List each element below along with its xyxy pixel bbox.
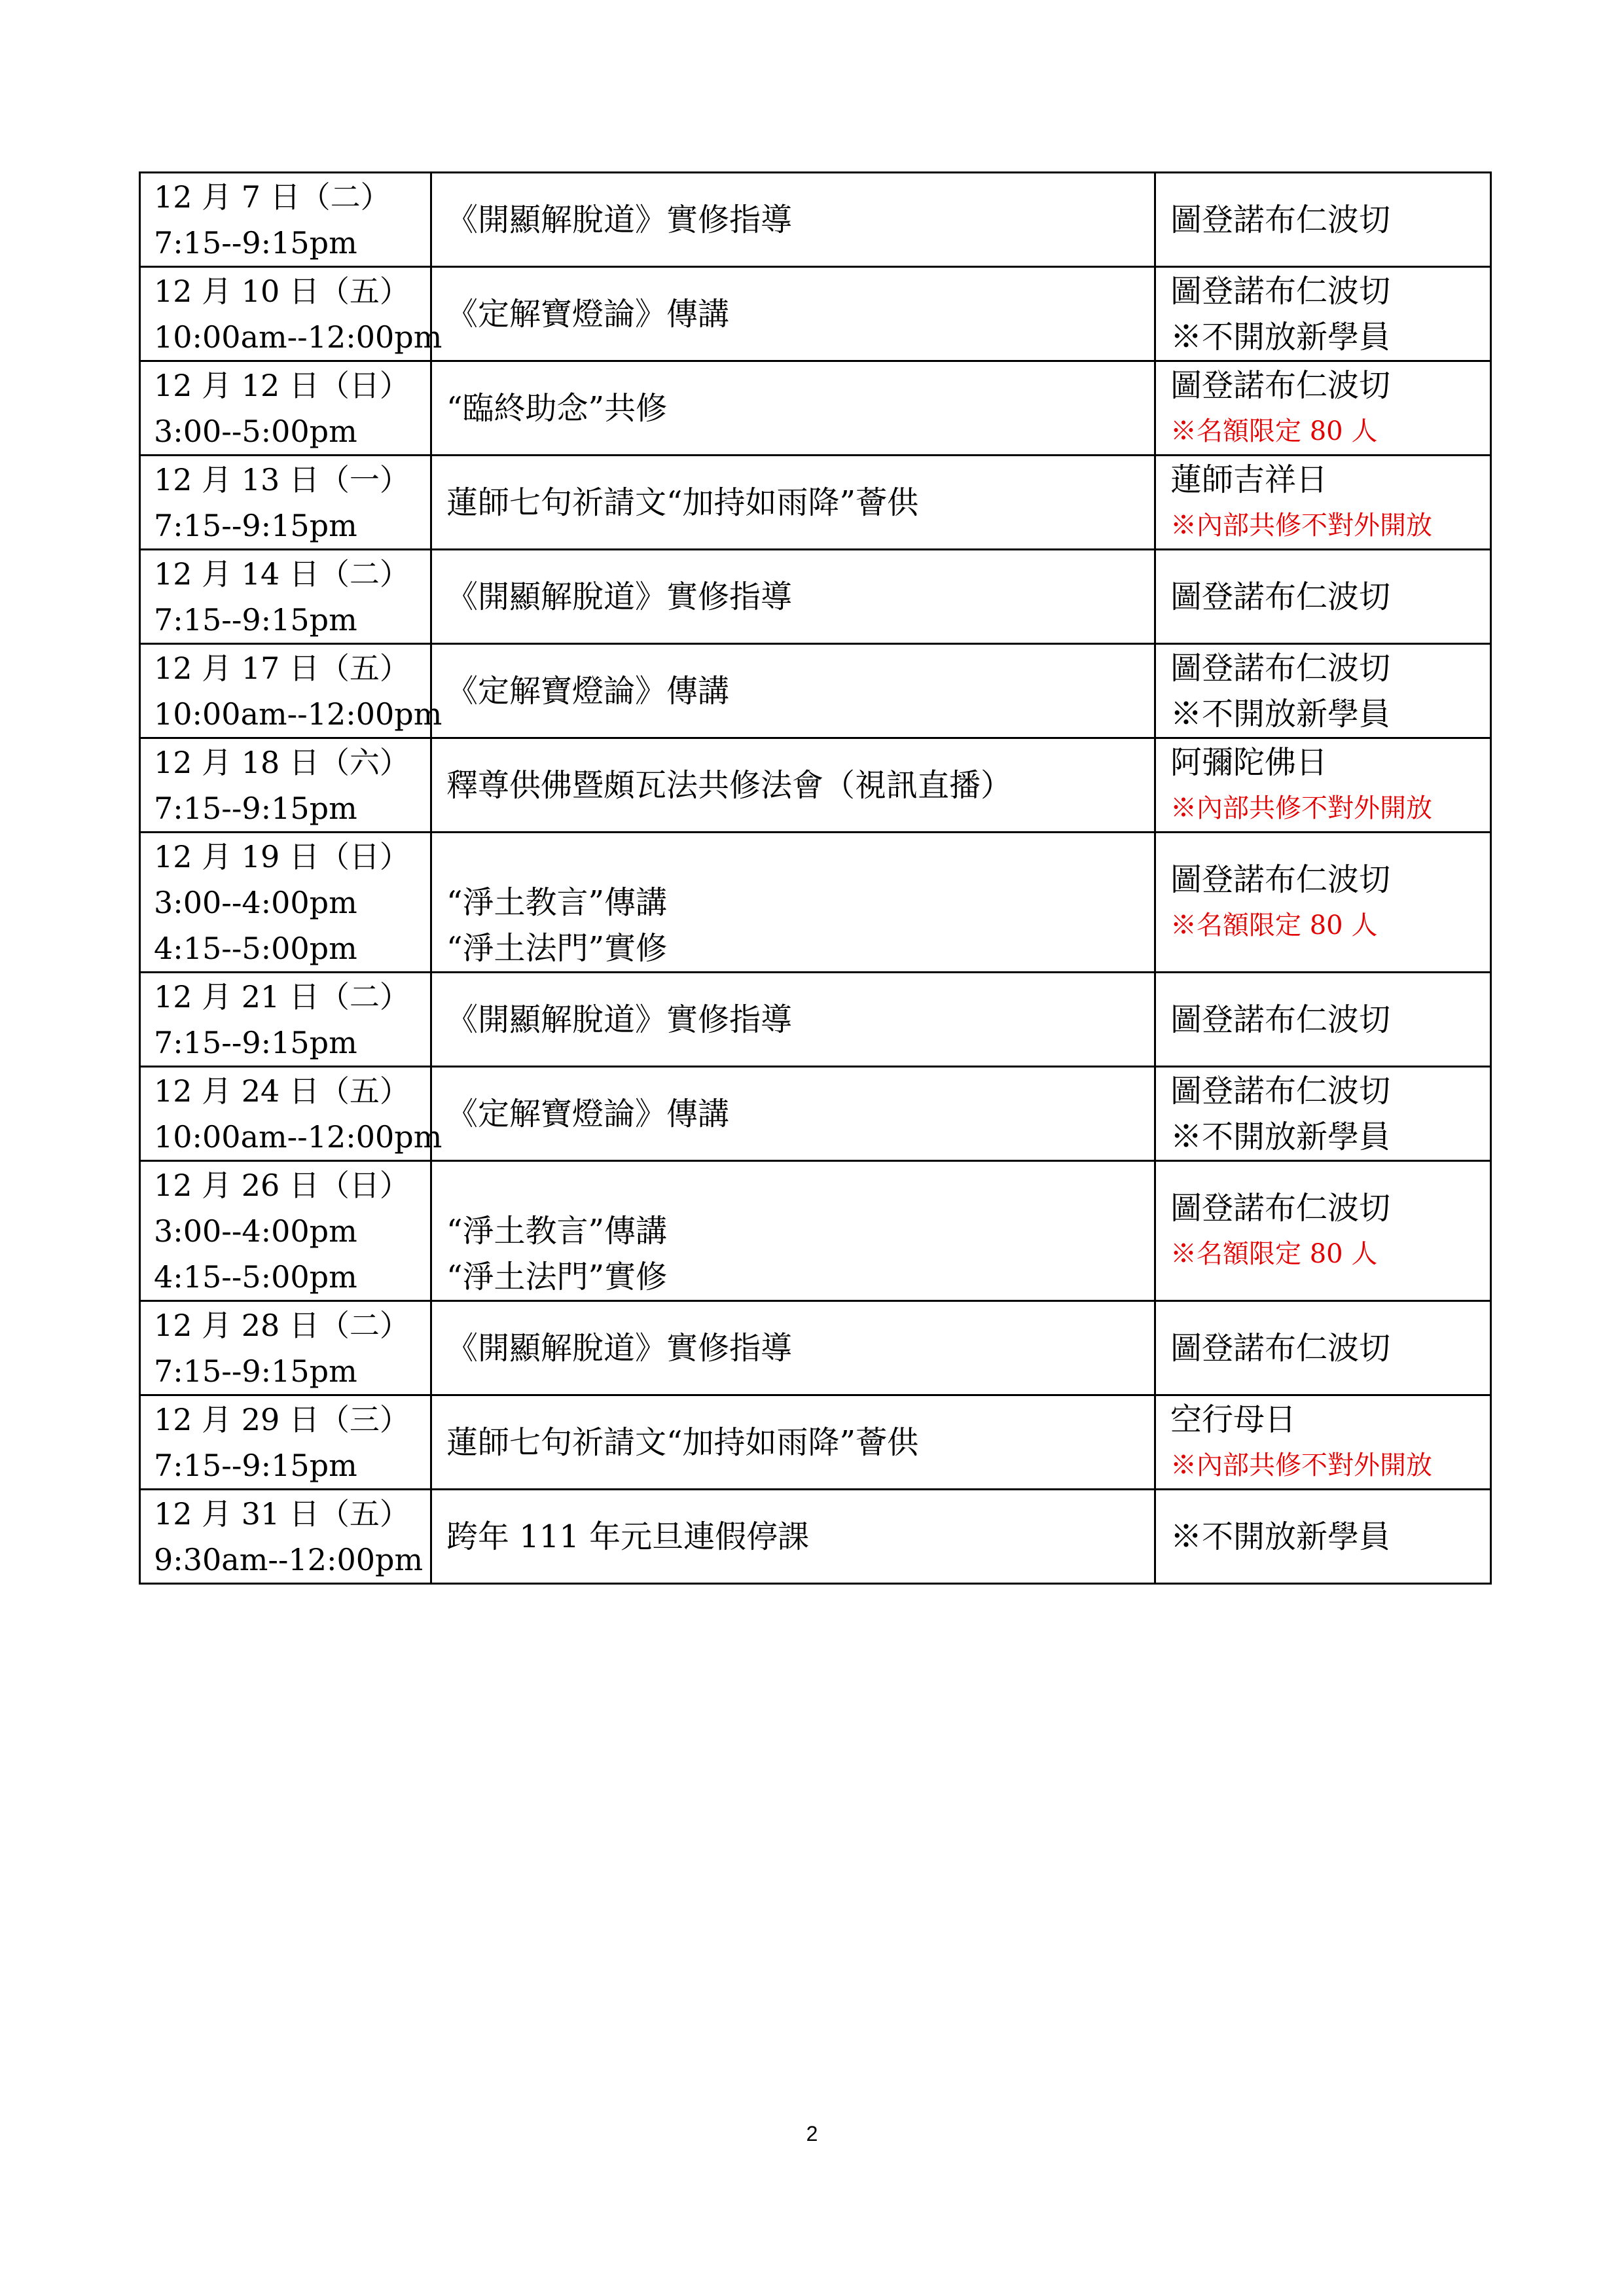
page-number: 2 <box>806 2122 818 2145</box>
note-text: ※不開放新學員 <box>1170 318 1391 355</box>
date-time-cell <box>140 456 431 550</box>
warning-note: ※內部共修不對外開放 <box>1170 793 1432 823</box>
activity-cell <box>431 1395 1155 1490</box>
date-text: 12 月 26 日（日） <box>154 1167 410 1203</box>
activity-text: 《開顯解脫道》實修指導 <box>446 201 793 238</box>
activity-cell <box>431 550 1155 644</box>
table-row <box>140 173 1491 267</box>
activity-text: 《定解寶燈論》傳講 <box>446 295 730 332</box>
activity-text: 《定解寶燈論》傳講 <box>446 1095 730 1132</box>
note-cell <box>1155 644 1491 738</box>
date-text: 12 月 13 日（一） <box>154 461 410 497</box>
note-text: 圖登諾布仁波切 <box>1170 201 1391 238</box>
activity-text: 蓮師七句祈請文“加持如雨降”薈供 <box>446 484 919 521</box>
time-text: 7:15--9:15pm <box>154 601 357 637</box>
time-text: 9:30am--12:00pm <box>154 1541 424 1577</box>
note-text: 阿彌陀佛日 <box>1170 744 1328 781</box>
activity-text: 《開顯解脫道》實修指導 <box>446 578 793 615</box>
table-row <box>140 1161 1491 1301</box>
activity-text: 跨年 111 年元旦連假停課 <box>446 1518 810 1555</box>
table-row <box>140 1067 1491 1161</box>
date-text: 12 月 29 日（三） <box>154 1401 410 1437</box>
time-text: 3:00--4:00pm <box>154 1213 357 1249</box>
note-cell <box>1155 550 1491 644</box>
time-text: 10:00am--12:00pm <box>154 696 442 732</box>
activity-cell <box>431 1301 1155 1395</box>
date-time-cell <box>140 644 442 738</box>
activity-text: “淨土法門”實修 <box>446 929 668 967</box>
note-text: 圖登諾布仁波切 <box>1170 1189 1391 1227</box>
table-row <box>140 267 1491 361</box>
note-cell <box>1155 1301 1491 1395</box>
table-row <box>140 1395 1491 1490</box>
time-text: 3:00--4:00pm <box>154 884 357 920</box>
note-text: 圖登諾布仁波切 <box>1170 861 1391 898</box>
table-row <box>140 456 1491 550</box>
note-cell <box>1155 1490 1491 1584</box>
note-cell <box>1155 738 1491 833</box>
note-cell <box>1155 973 1491 1067</box>
date-text: 12 月 14 日（二） <box>154 556 410 592</box>
activity-cell <box>431 1067 1155 1161</box>
date-text: 12 月 10 日（五） <box>154 273 410 309</box>
table-row <box>140 833 1491 973</box>
schedule-body <box>140 173 1491 1584</box>
note-text: 蓮師吉祥日 <box>1170 461 1328 498</box>
date-text: 12 月 31 日（五） <box>154 1496 410 1532</box>
note-cell <box>1155 833 1491 973</box>
activity-cell <box>431 456 1155 550</box>
activity-text: “淨土教言”傳講 <box>446 884 668 921</box>
table-row <box>140 550 1491 644</box>
warning-note: ※名額限定 80 人 <box>1170 910 1378 941</box>
date-text: 12 月 12 日（日） <box>154 367 410 403</box>
date-time-cell <box>140 1395 431 1490</box>
activity-text: “淨土教言”傳講 <box>446 1212 668 1249</box>
activity-cell <box>431 173 1155 267</box>
warning-note: ※名額限定 80 人 <box>1170 1238 1378 1269</box>
time-text: 7:15--9:15pm <box>154 224 357 260</box>
note-text: 圖登諾布仁波切 <box>1170 578 1391 615</box>
activity-cell <box>431 738 1155 833</box>
activity-cell <box>431 1490 1155 1584</box>
note-text: 圖登諾布仁波切 <box>1170 649 1391 687</box>
date-time-cell <box>140 361 431 456</box>
time-text: 7:15--9:15pm <box>154 1353 357 1389</box>
table-row <box>140 1301 1491 1395</box>
activity-cell <box>431 267 1155 361</box>
table-row <box>140 1490 1491 1584</box>
date-text: 12 月 7 日（二） <box>154 179 391 215</box>
activity-cell <box>431 833 1155 973</box>
time-text: 4:15--5:00pm <box>154 930 357 966</box>
warning-note: ※名額限定 80 人 <box>1170 416 1378 446</box>
warning-note: ※內部共修不對外開放 <box>1170 1450 1432 1480</box>
date-time-cell <box>140 833 431 973</box>
date-text: 12 月 17 日（五） <box>154 650 410 686</box>
date-text: 12 月 28 日（二） <box>154 1307 410 1343</box>
activity-cell <box>431 644 1155 738</box>
note-cell <box>1155 267 1491 361</box>
note-text: 圖登諾布仁波切 <box>1170 367 1391 404</box>
time-text: 7:15--9:15pm <box>154 1024 357 1060</box>
time-text: 4:15--5:00pm <box>154 1259 357 1295</box>
note-cell <box>1155 1067 1491 1161</box>
activity-text: “臨終助念”共修 <box>446 389 668 427</box>
note-cell <box>1155 1161 1491 1301</box>
note-text: ※不開放新學員 <box>1170 695 1391 732</box>
note-text: ※不開放新學員 <box>1170 1518 1391 1555</box>
date-time-cell <box>140 1161 431 1301</box>
activity-text: 《定解寶燈論》傳講 <box>446 672 730 709</box>
date-text: 12 月 18 日（六） <box>154 744 410 780</box>
date-time-cell <box>140 1301 431 1395</box>
time-text: 3:00--5:00pm <box>154 413 357 449</box>
activity-text: 蓮師七句祈請文“加持如雨降”薈供 <box>446 1424 919 1461</box>
time-text: 10:00am--12:00pm <box>154 319 442 355</box>
date-time-cell <box>140 550 431 644</box>
time-text: 10:00am--12:00pm <box>154 1119 442 1155</box>
table-row <box>140 361 1491 456</box>
activity-cell <box>431 973 1155 1067</box>
date-time-cell <box>140 173 431 267</box>
time-text: 7:15--9:15pm <box>154 790 357 826</box>
note-cell <box>1155 1395 1491 1490</box>
note-text: 空行母日 <box>1170 1401 1297 1438</box>
table-row <box>140 738 1491 833</box>
schedule-table <box>139 171 1492 1585</box>
activity-text: 《開顯解脫道》實修指導 <box>446 1001 793 1038</box>
note-text: 圖登諾布仁波切 <box>1170 1001 1391 1038</box>
date-time-cell <box>140 973 431 1067</box>
activity-cell <box>431 1161 1155 1301</box>
date-time-cell <box>140 267 442 361</box>
date-time-cell <box>140 1490 431 1584</box>
date-text: 12 月 24 日（五） <box>154 1073 410 1109</box>
date-time-cell <box>140 738 431 833</box>
date-text: 12 月 19 日（日） <box>154 838 410 874</box>
activity-text: “淨土法門”實修 <box>446 1258 668 1295</box>
note-cell <box>1155 456 1491 550</box>
note-text: ※不開放新學員 <box>1170 1118 1391 1155</box>
table-row <box>140 973 1491 1067</box>
warning-note: ※內部共修不對外開放 <box>1170 510 1432 541</box>
table-row <box>140 644 1491 738</box>
note-text: 圖登諾布仁波切 <box>1170 1329 1391 1367</box>
time-text: 7:15--9:15pm <box>154 1447 357 1483</box>
date-time-cell <box>140 1067 442 1161</box>
activity-text: 釋尊供佛暨頗瓦法共修法會（視訊直播） <box>446 766 1013 804</box>
note-cell <box>1155 173 1491 267</box>
date-text: 12 月 21 日（二） <box>154 978 410 1014</box>
time-text: 7:15--9:15pm <box>154 507 357 543</box>
activity-cell <box>431 361 1155 456</box>
note-cell <box>1155 361 1491 456</box>
note-text: 圖登諾布仁波切 <box>1170 272 1391 310</box>
note-text: 圖登諾布仁波切 <box>1170 1072 1391 1109</box>
activity-text: 《開顯解脫道》實修指導 <box>446 1329 793 1367</box>
